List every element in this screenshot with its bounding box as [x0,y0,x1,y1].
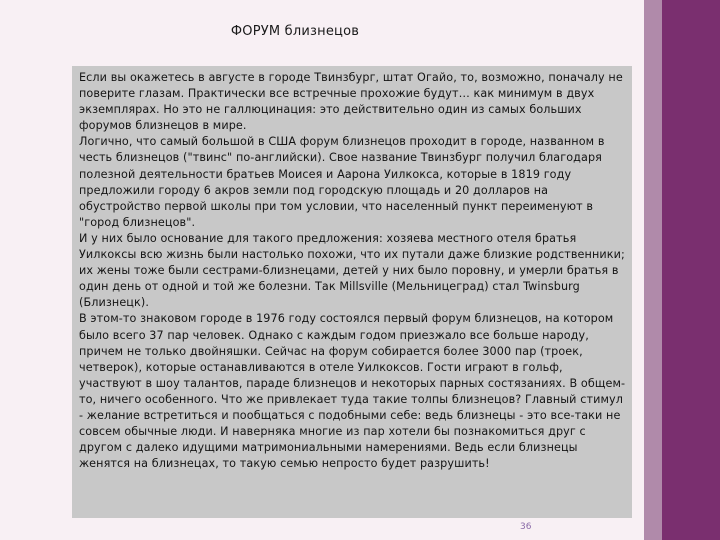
paragraph-wilcox-brothers: И у них было основание для такого предложения: хозяева местного отеля братья Уилкоксы всю жизнь были настолько похожи, что их путали даже близкие родственники; их жены тоже были сестрами-близнецами, детей у них было поровну, и умерли братья в один день от одной и той же болезни. Так Millsville (Мельницеград) стал Twinsburg (Близнецк). [79,231,625,310]
slide-title: ФОРУМ близнецов [230,24,360,39]
decorative-side-band [662,0,720,540]
paragraph-forum: В этом-то знаковом городе в 1976 году состоялся первый форум близнецов, на котором было всего 37 пар человек. Однако с каждым годом приезжало все больше народу, причем не только двойняшки. Сейчас на форум собирается более 3000 пар (троек, четверок), которые останавливаются в отеле Уилкоксов. Гости играют в гольф, участвуют в шоу талантов, параде близнецов и некоторых парных состязаниях. В общем-то, ничего особенного. Что же привлекает туда такие толпы близнецов? Главный стимул - желание встретиться и пообщаться с подобными себе: ведь близнецы - это все-таки не совсем обычные люди. И наверняка многие из пар хотели бы познакомиться друг с другом с далеко идущими матримониальными намерениями. Ведь если близнецы женятся на близнецах, то такую семью непросто будет разрушить! [79,312,626,471]
paragraph-intro: Если вы окажетесь в августе в городе Твинзбург, штат Огайо, то, возможно, поначалу не поверите глазам. Практически все встречные прохожие будут… как минимум в двух экземплярах. Но это не галлюцинация: это действительно один из самых больших форумов близнецов в мире. [79,71,623,133]
body-text [79,70,627,472]
decorative-side-stripe [644,0,662,540]
paragraph-history: Логично, что самый большой в США форум близнецов проходит в городе, названном в честь близнецов ("твинс" по-английски). Свое название Твинзбург получил благодаря полезной деятельности братьев Моисея и Аарона Уилкокса, которые в 1819 году предложили городу 6 акров земли под городскую площадь и 20 долларов на обустройство первой школы при том условии, что населенный пункт переименуют в "город близнецов". [79,135,605,229]
page-number: 36 [520,522,532,532]
